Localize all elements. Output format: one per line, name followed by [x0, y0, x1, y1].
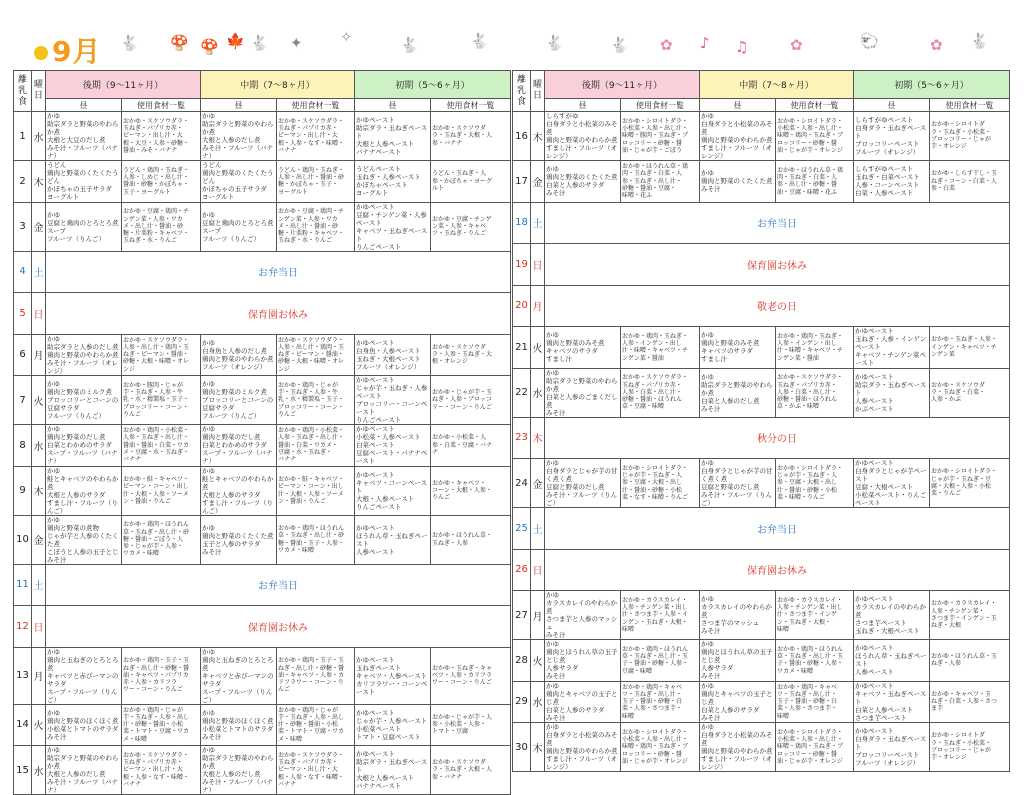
day-number: 24: [513, 459, 531, 508]
ingredients-late: おかゆ・ほうれん草・鶏 肉・玉ねぎ・白菜・人 参・玉ねぎ・出し汁・ 砂糖・醤油・豆腐・ 味噌・花ふ: [621, 161, 700, 203]
day-row: [14, 704, 511, 746]
lunch-late: かゆ 鶏肉と野菜の煮物 じゃが芋と人参のくたくた煮 こぼうと人参の玉子とじ みそ汁: [46, 515, 122, 564]
mushroom-icon: 🍄: [200, 38, 219, 56]
ingredients-early: おかゆ・ほうれん草・ 玉ねぎ・人参: [431, 515, 511, 564]
lunch-late: かゆ 鶏肉とほうれん草の玉子とじ煮 人参サラダ みそ汁: [545, 640, 621, 682]
ingredients-header: 使用食材一覧: [621, 99, 700, 112]
ingredients-header: 使用食材一覧: [930, 99, 1010, 112]
day-row: [513, 591, 1010, 640]
menu-table-right: [512, 70, 1010, 772]
special-day-label: 保育園お休み: [46, 293, 511, 335]
day-number: 21: [513, 327, 531, 369]
lunch-early: かゆペースト 助宗ダラ・玉ねぎペースト 人参ペースト かぶペースト: [854, 368, 930, 417]
day-of-week: 火: [32, 704, 46, 746]
ingredients-early: おかゆ・スケソウダ ラ・玉ねぎ・白菜・ 人参・かぶ: [930, 368, 1010, 417]
music-note-icon: ♪: [700, 34, 710, 52]
ingredients-early: おかゆ・豆腐・チンゲ ン菜・人参・キャベ ツ・玉ねぎ・りんご: [431, 202, 511, 251]
lunch-late: かゆ 鶏肉と野菜のほくほく煮 小松菜とトマトのサラダ みそ汁: [46, 704, 122, 746]
special-day-label: 秋分の日: [545, 417, 1010, 459]
ingredients-late: おかゆ・シロイトダラ・ 小松菜・人参・出し汁・ 味噌・豚肉・玉ねぎ・ブ ロッコリー・砂糖・醤 油・じゃが芋・ごぼう: [621, 112, 700, 161]
ingredients-early: おかゆ・キャベツ・ コーン・大根・人参・ りんご: [431, 466, 511, 515]
ingredients-late: おかゆ・スケソウダラ・ 人参・出し汁・鶏肉・玉 ねぎ・ピーマン・醤油・ 砂糖・大根・味噌・オレ ンジ: [122, 334, 201, 376]
lunch-late: うどん 鶏肉と野菜のくたくたうどん かぼちゃの玉子サラダ ヨーグルト: [46, 161, 122, 203]
special-day-row: [513, 417, 1010, 459]
ingredients-early: おかゆ・カラスカレイ・ 人参・チンゲン菜・ さつま芋・インゲン・玉 ねぎ・大根: [930, 591, 1010, 640]
day-of-week: 火: [531, 640, 545, 682]
day-of-week: 金: [32, 515, 46, 564]
ingredients-mid: おかゆ・ほうれん草・鶏 肉・玉ねぎ・白菜・人 参・出し汁・砂糖・醤 油・豆腐・味噌・花ふ: [776, 161, 854, 203]
day-row: [513, 640, 1010, 682]
col-rinyushoku: 離乳食: [14, 71, 32, 112]
special-day-label: 保育園お休み: [545, 244, 1010, 286]
day-of-week: 金: [531, 459, 545, 508]
lunch-late: かゆ 助宗ダラと野菜のやわらか煮 大根と大豆のだし煮 みそ汁・フルーツ（バナナ）: [46, 112, 122, 161]
day-number: 13: [14, 647, 32, 704]
special-day-row: [513, 202, 1010, 244]
lunch-header: 昼: [545, 99, 621, 112]
dragonfly-icon: ✧: [340, 28, 353, 46]
ingredients-mid: おかゆ・スケソウダラ・ 玉ねぎ・パプリカ赤・ ピーマン・出し汁・大 根・人参・なす・味噌・ バナナ: [277, 746, 355, 795]
ingredients-mid: うどん・鶏肉・玉ねぎ・ 人参・出し汁・醤油・砂 糖・かぼちゃ・玉子・ ヨーグルト: [277, 161, 355, 203]
month-title: [34, 30, 101, 70]
ingredients-late: おかゆ・鮭・キャベツ・ ピーマン・コーン・出し 汁・大根・人参・ソーメ ン・醤油・りんご: [122, 466, 201, 515]
lunch-mid: かゆ 鶏肉と野菜のだし煮 白菜とわかめのサラダ スープ・フルーツ（バナナ）: [201, 425, 277, 467]
lunch-late: かゆ カラスカレイのやわらか煮 さつま芋と人参のマッシュ みそ汁: [545, 591, 621, 640]
ingredients-late: おかゆ・豆腐・鶏肉・チ ンゲン菜・人参・ワカ メ・出し汁・醤油・砂 糖・片栗粉・キャベツ・ 玉ねぎ・水・りんご: [122, 202, 201, 251]
lunch-early: かゆペースト 助宗ダラ・玉ねぎペースト 大根と人参ペースト バナナペースト: [355, 746, 431, 795]
day-number: 15: [14, 746, 32, 795]
day-row: [513, 327, 1010, 369]
special-day-row: [14, 293, 511, 335]
day-number: 30: [513, 723, 531, 772]
ingredients-early: おかゆ・スケソウダ ラ・人参・玉ねぎ・大 根・オレンジ: [431, 334, 511, 376]
day-row: [513, 681, 1010, 723]
lunch-mid: かゆ 白身ダラと小松菜のみそ煮 鶏肉と野菜のやわらか煮 すまし汁・フルーツ（オレンジ）: [700, 723, 776, 772]
ingredients-mid: おかゆ・鶏肉・ほうれん 草・玉ねぎ・出し汁・玉 子・醤油・砂糖・人参・ ワカメ・味噌: [776, 640, 854, 682]
ingredients-late: おかゆ・鶏肉・玉子・玉 ねぎ・出し汁・砂糖・醤 油・キャベツ・パプリカ 赤・人参・カリフラ ワー・コーン・りんご: [122, 647, 201, 704]
lunch-header: 昼: [355, 99, 431, 112]
day-of-week: 木: [531, 417, 545, 459]
ingredients-early: おかゆ・小松菜・人 参・白菜・豆腐・バナ ナ: [431, 425, 511, 467]
lunch-late: かゆ 鮭とキャベツのやわらか煮 大根と人参のサラダ すまし汁・フルーツ（りんご）: [46, 466, 122, 515]
stage-early-header: 初期（5〜6ヶ月）: [355, 71, 511, 99]
day-row: [14, 515, 511, 564]
day-number: 27: [513, 591, 531, 640]
stage-mid-header: 中期（7〜8ヶ月）: [700, 71, 854, 99]
lunch-header: 昼: [700, 99, 776, 112]
day-number: 29: [513, 681, 531, 723]
special-day-label: 保育園お休み: [46, 606, 511, 648]
day-row: [14, 425, 511, 467]
rabbit-icon: 🐇: [545, 34, 564, 52]
ingredients-early: おかゆ・ほうれん草・玉 ねぎ・人参: [930, 640, 1010, 682]
lunch-mid: かゆ 白身ダラと小松菜のみそ煮 鶏肉と野菜のやわらか煮 すまし汁・フルーツ（オレンジ）: [700, 112, 776, 161]
day-of-week: 火: [32, 376, 46, 425]
ingredients-mid: おかゆ・スケソウダラ・ 玉ねぎ・パプリカ赤・ ピーマン・出し汁・大 根・人参・なす・味噌・ バナナ: [277, 112, 355, 161]
day-number: 26: [513, 549, 531, 591]
lunch-late: かゆ 鶏肉と野菜のだし煮 白菜とわかめのサラダ スープ・フルーツ（バナナ）: [46, 425, 122, 467]
lunch-late: かゆ 鶏肉と野菜のくたくた煮 白菜と人参のサラダ みそ汁: [545, 161, 621, 203]
ingredients-header: 使用食材一覧: [776, 99, 854, 112]
day-number: 22: [513, 368, 531, 417]
day-of-week: 月: [32, 334, 46, 376]
special-day-row: [14, 564, 511, 606]
lunch-early: かゆペースト 白身魚・人参ペースト 玉ねぎ・大根ペースト フルーツ（オレンジ）: [355, 334, 431, 376]
ingredients-early: おかゆ・じゃが芋・玉 ねぎ・人参・ブロッコ リー・コーン・りんご: [431, 376, 511, 425]
day-row: [14, 334, 511, 376]
stage-early-header: 初期（5〜6ヶ月）: [854, 71, 1010, 99]
special-day-label: お弁当日: [46, 564, 511, 606]
ingredients-mid: おかゆ・鶏肉・小松菜・ 人参・玉ねぎ・出し汁・ 醤油・白菜・ワカメ・ 豆腐・水・玉ねぎ・ バナナ: [277, 425, 355, 467]
ingredients-late: おかゆ・スケソウダラ・ 玉ねぎ・パプリカ赤・ ピーマン・出し汁・大 根・人参・なす・味噌・ バナナ: [122, 746, 201, 795]
lunch-early: うどんペースト 玉ねぎ・人参ペースト かぼちゃペースト ヨーグルト: [355, 161, 431, 203]
day-number: 3: [14, 202, 32, 251]
lunch-early: かゆペースト 小松菜・人参ペースト 白菜ペースト 豆腐ペースト・バナナペースト: [355, 425, 431, 467]
day-of-week: 水: [32, 746, 46, 795]
dragonfly-icon: ✦: [290, 34, 303, 52]
day-row: [513, 368, 1010, 417]
day-of-week: 水: [531, 681, 545, 723]
stage-late-header: 後期（9〜11ヶ月）: [545, 71, 700, 99]
ingredients-mid: おかゆ・シロイトダラ・ 小松菜・人参・出し汁・ 味噌・鶏肉・玉ねぎ・ブ ロッコリー・砂糖・醤 油・じゃが芋・オレンジ: [776, 723, 854, 772]
lunch-early: かゆペースト 豆腐・チンゲン菜・人参ペースト キャベツ・玉ねぎペースト りんごペースト: [355, 202, 431, 251]
rabbit-icon: 🐇: [400, 36, 419, 54]
ingredients-late: おかゆ・シロイトダラ・ じゃが芋・玉ねぎ・人 参・豆腐・大根・出し 汁・醤油・砂糖・小松 菜・なす・味噌・りんご: [621, 459, 700, 508]
ingredients-mid: おかゆ・スケソウダラ・ 玉ねぎ・パプリカ赤・ 人参・白菜・出し汁・ 砂糖・醤油・ほうれん 草・かぶ・味噌: [776, 368, 854, 417]
day-of-week: 水: [531, 368, 545, 417]
lunch-mid: かゆ 鶏肉と野菜のくたくた煮 玉子と人参のサラダ みそ汁: [201, 515, 277, 564]
day-number: 25: [513, 508, 531, 550]
lunch-late: かゆ 白身ダラとじゃが芋の甘く煮く煮 豆腐と野菜のだし煮 みそ汁・フルーツ（りんご）: [545, 459, 621, 508]
day-row: [14, 112, 511, 161]
day-row: [513, 723, 1010, 772]
lunch-mid: かゆ 鶏肉とほうれん草の玉子とじ煮 人参サラダ みそ汁: [700, 640, 776, 682]
col-rinyushoku: 離乳食: [513, 71, 531, 112]
lunch-early: かゆペースト 白身ダラとじゃが芋ペースト 豆腐・大根ペースト 小松菜ペースト・りんごペースト: [854, 459, 930, 508]
lunch-mid: かゆ 鶏肉と野菜のほくほく煮 小松菜とトマトのサラダ みそ汁: [201, 704, 277, 746]
rabbit-icon: 🐇: [970, 32, 989, 50]
flower-icon: ✿: [790, 36, 803, 54]
lunch-mid: かゆ 鶏肉と野菜のミルク煮 ブロッコリーとコーンの豆腐サラダ フルーツ（りんご）: [201, 376, 277, 425]
ingredients-early: おかゆ・玉ねぎ・人参・ インゲン・キャベツ・チ ンゲン菜: [930, 327, 1010, 369]
rabbit-icon: 🐇: [250, 34, 269, 52]
day-number: 18: [513, 202, 531, 244]
lunch-early: かゆペースト キャベツ・玉ねぎペースト 白菜と人参ペースト さつま芋ペースト: [854, 681, 930, 723]
day-of-week: 月: [32, 647, 46, 704]
day-of-week: 火: [531, 327, 545, 369]
special-day-label: 敬老の日: [545, 285, 1010, 327]
day-of-week: 土: [32, 564, 46, 606]
ingredients-mid: おかゆ・鶏肉・じゃが 芋・玉ねぎ・人参・出し 汁・砂糖・醤油・小松 菜・トマト・豆腐・ワカ メ・味噌: [277, 704, 355, 746]
day-number: 14: [14, 704, 32, 746]
day-of-week: 月: [531, 591, 545, 640]
ingredients-early: おかゆ・じゃが芋・人 参・小松菜・人参・ トマト・豆腐: [431, 704, 511, 746]
ingredients-late: おかゆ・鶏肉・玉ねぎ・ 人参・インゲン・出し 汁・味噌・キャベツ・チ ンゲン菜・醤油: [621, 327, 700, 369]
lunch-early: かゆペースト じゃが芋・人参ペースト 小松菜ペースト トマト・豆腐ペースト: [355, 704, 431, 746]
special-day-row: [513, 285, 1010, 327]
lunch-early: かゆペースト 玉ねぎ・人参・インゲンペースト キャベツ・チンゲン菜ペースト: [854, 327, 930, 369]
lunch-late: かゆ 鶏肉とキャベツの玉子とじ煮 白菜と人参のサラダ みそ汁: [545, 681, 621, 723]
day-number: 1: [14, 112, 32, 161]
rabbit-icon: 🐇: [470, 32, 489, 50]
day-number: 11: [14, 564, 32, 606]
lunch-early: かゆペースト キャベツ・コーンペースト 大根・人参ペースト りんごペースト: [355, 466, 431, 515]
lunch-early: かゆペースト 玉ねぎペースト キャベツ・人参ペースト カリフラワー・コーンペースト: [355, 647, 431, 704]
day-number: 23: [513, 417, 531, 459]
lunch-late: しらすがゆ 白身ダラと小松菜のみそ煮 鶏肉と野菜のやわらか煮 すまし汁・フルーツ（オレンジ）: [545, 112, 621, 161]
day-row: [14, 202, 511, 251]
special-day-label: 保育園お休み: [545, 549, 1010, 591]
ingredients-late: おかゆ・鶏肉・キャベ ツ・玉ねぎ・出し汁・ 玉子・醤油・砂糖・白 菜・人参・さつま芋・ 味噌: [621, 681, 700, 723]
lunch-late: かゆ 白身ダラと小松菜のみそ煮 鶏肉と野菜のやわらか煮 すまし汁・フルーツ（オレンジ）: [545, 723, 621, 772]
stage-mid-header: 中期（7〜8ヶ月）: [201, 71, 355, 99]
special-day-row: [513, 244, 1010, 286]
day-number: 28: [513, 640, 531, 682]
day-of-week: 木: [32, 161, 46, 203]
day-row: [14, 466, 511, 515]
lunch-late: かゆ 助宗ダラと野菜のやわらか煮 大根と人参のだし煮 みそ汁・フルーツ（バナナ）: [46, 746, 122, 795]
lunch-mid: うどん 鶏肉と野菜のくたくたうどん かぼちゃの玉子サラダ ヨーグルト: [201, 161, 277, 203]
music-note-icon: ♫: [735, 38, 749, 56]
ingredients-early: おかゆ・キャベツ・玉 ねぎ・白菜・人参・さつ ま芋: [930, 681, 1010, 723]
ingredients-mid: おかゆ・鶏肉・ほうれん 草・玉ねぎ・出し汁・砂 糖・醤油・玉子・人参・ ワカメ・味噌: [277, 515, 355, 564]
month-label: 9月: [52, 35, 102, 68]
day-row: [14, 376, 511, 425]
page-header: [0, 0, 1024, 66]
ingredients-mid: おかゆ・シロイトダラ・ じゃが芋・玉ねぎ・人 参・豆腐・大根・出し 汁・醤油・砂糖・小松 菜・味噌・りんご: [776, 459, 854, 508]
day-of-week: 日: [531, 549, 545, 591]
ingredients-mid: おかゆ・スケソウダラ・ 人参・出し汁・鶏肉・玉 ねぎ・ピーマン・醤油・ 砂糖・大根・味噌・オレ ンジ: [277, 334, 355, 376]
lunch-late: かゆ 豆腐と鶏肉のとろとろ煮 スープ フルーツ（りんご）: [46, 202, 122, 251]
ingredients-mid: おかゆ・豆腐・鶏肉・チ ンゲン菜・人参・ワカ メ・出し汁・醤油・砂 糖・片栗粉・キャベツ・ 玉ねぎ・水・りんご: [277, 202, 355, 251]
lunch-mid: かゆ カラスカレイのやわらか煮 さつま芋のマッシュ みそ汁: [700, 591, 776, 640]
ingredients-late: おかゆ・鶏肉・じゃが 芋・玉ねぎ・人参・出し 汁・砂糖・醤油・小松 菜・トマト・豆腐・ワカ メ・味噌: [122, 704, 201, 746]
lunch-late: かゆ 助宗ダラと人参のだし煮 鶏肉と野菜のやわらか煮 みそ汁・フルーツ（オレンジ）: [46, 334, 122, 376]
lunch-mid: かゆ 鶏肉と野菜のくたくた煮 みそ汁: [700, 161, 776, 203]
rabbit-icon: 🐇: [120, 34, 139, 52]
day-row: [14, 647, 511, 704]
stage-late-header: 後期（9〜11ヶ月）: [46, 71, 201, 99]
day-of-week: 日: [32, 606, 46, 648]
flower-icon: ✿: [660, 36, 673, 54]
flower-icon: ✿: [930, 36, 943, 54]
lunch-mid: かゆ 助宗ダラと野菜のやわらか煮 大根と人参のだし煮 みそ汁・フルーツ（バナナ）: [201, 746, 277, 795]
ingredients-mid: おかゆ・鶏肉・キャベ ツ・玉ねぎ・出し汁・ 玉子・醤油・砂糖・白 菜・人参・さつま芋・ 味噌: [776, 681, 854, 723]
day-of-week: 日: [32, 293, 46, 335]
ingredients-early: おかゆ・スケソウダ ラ・玉ねぎ・大根・人 参・バナナ: [431, 112, 511, 161]
lunch-mid: かゆ 白身魚と人参のだし煮 鶏肉と野菜のやわらか煮 フルーツ（オレンジ）: [201, 334, 277, 376]
day-number: 20: [513, 285, 531, 327]
day-number: 8: [14, 425, 32, 467]
day-row: [14, 746, 511, 795]
day-number: 5: [14, 293, 32, 335]
rabbit-icon: 🐇: [610, 36, 629, 54]
ingredients-mid: おかゆ・鶏肉・玉ねぎ・ 人参・インゲン・出し 汁・味噌・キャベツ・チ ンゲン菜・醤油: [776, 327, 854, 369]
day-of-week: 木: [531, 112, 545, 161]
lunch-early: かゆペースト 白身ダラ・玉ねぎペースト ブロッコリーペースト フルーツ（オレンジ）: [854, 723, 930, 772]
special-day-row: [513, 549, 1010, 591]
ingredients-late: おかゆ・カラスカレイ・ 人参・チンゲン菜・出し 汁・さつま芋・人参・イ ンゲン・玉ねぎ・大根・ 味噌: [621, 591, 700, 640]
ingredients-early: うどん・玉ねぎ・人 参・かぼちゃ・ヨーグ ルト: [431, 161, 511, 203]
ingredients-late: おかゆ・シロイトダラ・ 小松菜・人参・出し汁・ 味噌・鶏肉・玉ねぎ・ブ ロッコリー・砂糖・醤 油・じゃが芋・オレンジ: [621, 723, 700, 772]
day-row: [513, 161, 1010, 203]
ingredients-late: おかゆ・スケソウダラ・ 玉ねぎ・パプリカ赤・ ピーマン・出し汁・大 根・大豆・人参・砂糖・ 醤油・みそ・バナナ: [122, 112, 201, 161]
day-of-week: 日: [531, 244, 545, 286]
lunch-header: 昼: [46, 99, 122, 112]
lunch-late: かゆ 鶏肉と野菜のみそ煮 キャベツのサラダ すまし汁: [545, 327, 621, 369]
lunch-mid: かゆ 鶏肉と野菜のみそ煮 キャベツのサラダ すまし汁: [700, 327, 776, 369]
day-of-week: 月: [531, 285, 545, 327]
lunch-header: 昼: [854, 99, 930, 112]
ingredients-early: おかゆ・スケソウダ ラ・玉ねぎ・大根・人 参・バナナ: [431, 746, 511, 795]
lunch-early: かゆペースト ほうれん草・玉ねぎペースト 人参ペースト: [355, 515, 431, 564]
lunch-mid: かゆ 鶏肉と玉ねぎのとろとろ煮 キャベツと赤ぴーマンのサラダ スープ・フルーツ（りんご）: [201, 647, 277, 704]
day-number: 2: [14, 161, 32, 203]
sheep-icon: 🐑: [860, 32, 879, 50]
col-dow: 曜日: [531, 71, 545, 112]
ingredients-early: おかゆ・玉ねぎ・キャ ベツ・人参・カリフラ ワー・コーン・りんご: [431, 647, 511, 704]
ingredients-header: 使用食材一覧: [122, 99, 201, 112]
lunch-early: かゆペースト ほうれん草・玉ねぎペースト 人参ペースト: [854, 640, 930, 682]
lunch-late: かゆ 鶏肉と玉ねぎのとろとろ煮 キャベツと赤ぴーマンのサラダ スープ・フルーツ（りんご）: [46, 647, 122, 704]
special-day-row: [14, 251, 511, 293]
lunch-mid: かゆ 助宗ダラと野菜のやわらか煮 白菜と人参のだし煮 みそ汁: [700, 368, 776, 417]
ingredients-early: おかゆ・しらす干し・玉 ねぎ・コーン・白菜・人 参・白菜: [930, 161, 1010, 203]
ingredients-early: おかゆ・シロイトダ ラ・玉ねぎ・小松菜・ ブロッコリー・じゃが 芋・オレンジ: [930, 723, 1010, 772]
special-day-label: お弁当日: [46, 251, 511, 293]
day-number: 16: [513, 112, 531, 161]
ingredients-late: おかゆ・スケソウダラ・ 玉ねぎ・パプリカ赤・ 人参・白菜・出し汁・ 砂糖・醤油・ほうれん 草・豆腐・味噌: [621, 368, 700, 417]
ingredients-mid: おかゆ・鶏肉・玉子・玉 ねぎ・出し汁・砂糖・醤 油・キャベツ・人参・カ リフラワー・コーン・り んご: [277, 647, 355, 704]
special-day-label: お弁当日: [545, 508, 1010, 550]
lunch-mid: かゆ 鮭とキャベツのやわらか煮 大根と人参のサラダ すまし汁・フルーツ（りんご）: [201, 466, 277, 515]
day-row: [14, 161, 511, 203]
ingredients-early: おかゆ・シロイトダラ・ じゃが芋・玉ねぎ・豆 腐・大根・人参・小松 菜・りんご: [930, 459, 1010, 508]
day-row: [513, 112, 1010, 161]
day-number: 7: [14, 376, 32, 425]
lunch-late: かゆ 鶏肉と野菜のミルク煮 ブロッコリーとコーンの豆腐サラダ フルーツ（りんご）: [46, 376, 122, 425]
day-of-week: 水: [32, 425, 46, 467]
leaf-icon: 🍁: [226, 32, 245, 50]
menu-table-left: [13, 70, 511, 795]
lunch-mid: かゆ 豆腐と鶏肉のとろとろ煮 スープ フルーツ（りんご）: [201, 202, 277, 251]
day-row: [513, 459, 1010, 508]
ingredients-mid: おかゆ・シロイトダラ・ 小松菜・人参・出し汁・ 味噌・鶏肉・玉ねぎ・ブ ロッコリー・砂糖・醤 油・じゃが芋・オレンジ: [776, 112, 854, 161]
ingredients-late: おかゆ・豚肉・じゃが 芋・玉ねぎ・人参・牛 乳・水・精製塩・玉子・ ブロッコリー・コーン・ りんご: [122, 376, 201, 425]
day-number: 10: [14, 515, 32, 564]
ingredients-mid: おかゆ・鶏肉・じゃが 芋・玉ねぎ・人参・牛 乳・水・精製塩・玉子・ ブロッコリー・コーン・ りんご: [277, 376, 355, 425]
lunch-late: かゆ 助宗ダラと野菜のやわらか煮 白菜と人参のごまくだし煮 みそ汁: [545, 368, 621, 417]
special-day-label: お弁当日: [545, 202, 1010, 244]
ingredients-mid: おかゆ・カラスカレイ・ 人参・チンゲン菜・出し 汁・さつま芋・インゲ ン・玉ねぎ・大根・ 味噌: [776, 591, 854, 640]
special-day-row: [14, 606, 511, 648]
ingredients-late: うどん・鶏肉・玉ねぎ・ 人参・しめじ・出し汁・ 醤油・砂糖・かぼちゃ・ 玉子・ヨーグルト: [122, 161, 201, 203]
lunch-early: しらすがゆペースト 白身ダラ・玉ねぎペースト ブロッコリーペースト フルーツ（オレンジ）: [854, 112, 930, 161]
day-of-week: 土: [531, 202, 545, 244]
ingredients-early: おかゆ・シロイトダ ラ・玉ねぎ・小松菜・ ブロッコリー・じゃが 芋・オレンジ: [930, 112, 1010, 161]
lunch-mid: かゆ 白身ダラとじゃが芋の甘く煮く煮 豆腐と野菜のだし煮 みそ汁・フルーツ（りんご）: [700, 459, 776, 508]
day-of-week: 金: [531, 161, 545, 203]
lunch-early: かゆペースト 助宗ダラ・玉ねぎペースト 大根と人参ペースト バナナペースト: [355, 112, 431, 161]
ingredients-late: おかゆ・鶏肉・小松菜・ 人参・玉ねぎ・出し汁・ 醤油・醤油・白菜・ワカ メ・豆腐・水・玉ねぎ・ バナナ: [122, 425, 201, 467]
ingredients-mid: おかゆ・鮭・キャベツ・ ピーマン・コーン・出し 汁・大根・人参・ソーメ ン・醤油・りんご: [277, 466, 355, 515]
day-number: 12: [14, 606, 32, 648]
ingredients-header: 使用食材一覧: [431, 99, 511, 112]
lunch-mid: かゆ 鶏肉とキャベツの玉子とじ煮 白菜と人参のサラダ みそ汁: [700, 681, 776, 723]
ingredients-late: おかゆ・鶏肉・ほうれん 草・玉ねぎ・出し汁・砂 糖・醤油・ごぼう・人 参・じゃが芋・人参・ ワカメ・味噌: [122, 515, 201, 564]
col-dow: 曜日: [32, 71, 46, 112]
lunch-mid: かゆ 助宗ダラと野菜のやわらか煮 大根と人参のだし煮 みそ汁・フルーツ（バナナ）: [201, 112, 277, 161]
special-day-row: [513, 508, 1010, 550]
lunch-early: かゆペースト カラスカレイのやわらか煮 さつま芋ペースト 玉ねぎ・大根ペースト: [854, 591, 930, 640]
day-number: 17: [513, 161, 531, 203]
day-of-week: 金: [32, 202, 46, 251]
lunch-early: しらすがゆペースト 玉ねぎ・白菜ペースト 人参・コーンペースト 白菜・人参ペースト: [854, 161, 930, 203]
day-number: 19: [513, 244, 531, 286]
day-of-week: 土: [32, 251, 46, 293]
day-number: 6: [14, 334, 32, 376]
sun-icon: [34, 46, 48, 60]
day-of-week: 土: [531, 508, 545, 550]
day-of-week: 水: [32, 112, 46, 161]
lunch-early: かゆペースト じゃが芋・玉ねぎ・人参ペースト ブロッコリー・コーンペースト りんごペースト: [355, 376, 431, 425]
mushroom-icon: 🍄: [170, 34, 189, 52]
day-of-week: 木: [32, 466, 46, 515]
ingredients-late: おかゆ・鶏肉・ほうれん 草・玉ねぎ・出し汁・玉 子・醤油・砂糖・人参・ 豆腐・味噌: [621, 640, 700, 682]
lunch-header: 昼: [201, 99, 277, 112]
day-of-week: 木: [531, 723, 545, 772]
day-number: 4: [14, 251, 32, 293]
ingredients-header: 使用食材一覧: [277, 99, 355, 112]
day-number: 9: [14, 466, 32, 515]
